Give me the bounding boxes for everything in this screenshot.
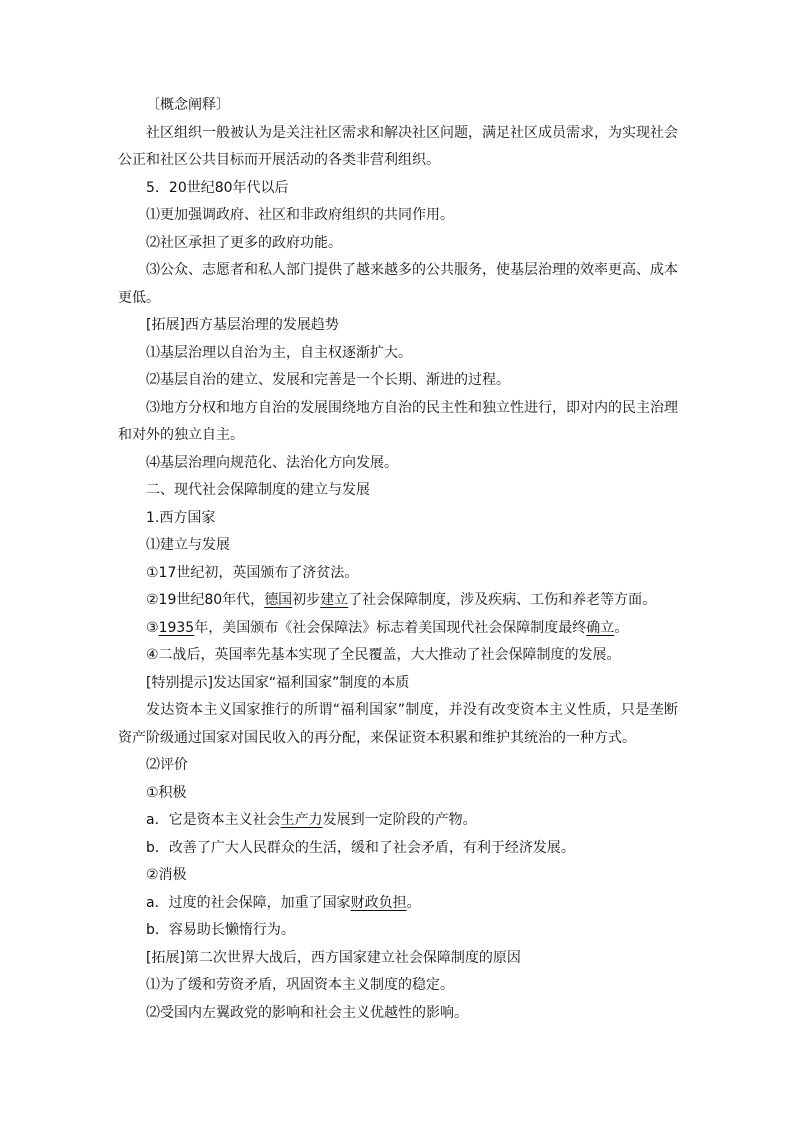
section-heading: 二、现代社会保障制度的建立与发展	[146, 482, 370, 498]
underlined-term: 德国	[264, 592, 293, 608]
concept-heading: 〔概念阐释〕	[146, 97, 230, 113]
extension-heading: [拓展]第二次世界大战后，西方国家建立社会保障制度的原因	[146, 949, 521, 966]
underlined-term: 生产力	[280, 812, 323, 828]
list-item: ⑵基层自治的建立、发展和完善是一个长期、渐进的过程。	[146, 372, 510, 388]
list-item: ⑴为了缓和劳资矛盾，巩固资本主义制度的稳定。	[146, 977, 454, 993]
subsection-heading: ①积极	[146, 784, 187, 801]
list-item: ⑵受国内左翼政党的影响和社会主义优越性的影响。	[146, 1004, 468, 1021]
text-run: 了社会保障制度，涉及疾病、工伤和养老等方面。	[348, 592, 657, 608]
concept-definition: 社区组织一般被认为是关注社区需求和解决社区问题，满足社区成员需求，为实现社会公正和社区公共目标而开展活动的各类非营利组织。	[118, 124, 678, 168]
text-run: 。	[614, 619, 629, 636]
list-item	[118, 807, 678, 835]
text-run: ③	[146, 619, 159, 636]
underlined-term: 确立	[586, 619, 615, 636]
special-note-body: 发达资本主义国家推行的所谓“福利国家”制度，并没有改变资本主义性质，只是垄断资产阶级通过国家对国民收入的再分配，来保证资本积累和维护其统治的一种方式。	[118, 702, 678, 746]
list-item: b．改善了广大人民群众的生活，缓和了社会矛盾，有利于经济发展。	[146, 839, 575, 856]
document-body	[118, 92, 678, 1027]
extension-heading: [拓展]西方基层治理的发展趋势	[146, 317, 339, 333]
list-item: ⑷基层治理向规范化、法治化方向发展。	[146, 454, 398, 471]
text-run: 年，美国颁布《社会保障法》标志着美国现代社会保障制度最终	[194, 619, 587, 636]
subsection-heading: ⑴建立与发展	[146, 537, 230, 553]
list-item: b．容易助长懒惰行为。	[146, 922, 295, 938]
subsection-heading: ⑵评价	[146, 757, 188, 773]
special-note-heading: [特别提示]发达国家“福利国家”制度的本质	[146, 674, 410, 691]
text-run: ②19世纪80年代，	[146, 592, 265, 608]
text-run: 。	[406, 894, 421, 911]
list-item	[118, 587, 678, 615]
list-item	[118, 615, 678, 643]
text-run: 初步	[292, 592, 321, 608]
section-5-heading: 5．20世纪80年代以后	[146, 179, 289, 196]
list-item: ⑵社区承担了更多的政府功能。	[146, 234, 342, 251]
list-item: ④二战后，英国率先基本实现了全民覆盖，大大推动了社会保障制度的发展。	[146, 647, 621, 663]
underlined-term: 1935	[158, 619, 195, 636]
text-run: 发展到一定阶段的产物。	[322, 812, 477, 828]
subsection-heading: 1.西方国家	[146, 509, 216, 526]
list-item: ①17世纪初，英国颁布了济贫法。	[146, 564, 359, 581]
text-run: a．过度的社会保障，加重了国家	[146, 894, 351, 911]
text-run: a．它是资本主义社会	[146, 812, 281, 828]
list-item: ⑶地方分权和地方自治的发展围绕地方自治的民主性和独立性进行，即对内的民主治理和对外的独立自主。	[118, 399, 678, 443]
list-item	[118, 890, 678, 918]
underlined-term: 建立	[320, 592, 349, 608]
list-item: ⑴更加强调政府、社区和非政府组织的共同作用。	[146, 207, 454, 223]
subsection-heading: ②消极	[146, 867, 187, 883]
list-item: ⑴基层治理以自治为主，自主权逐渐扩大。	[146, 344, 412, 361]
list-item: ⑶公众、志愿者和私人部门提供了越来越多的公共服务，使基层治理的效率更高、成本更低。	[118, 262, 678, 306]
underlined-term: 财政负担	[350, 894, 407, 911]
